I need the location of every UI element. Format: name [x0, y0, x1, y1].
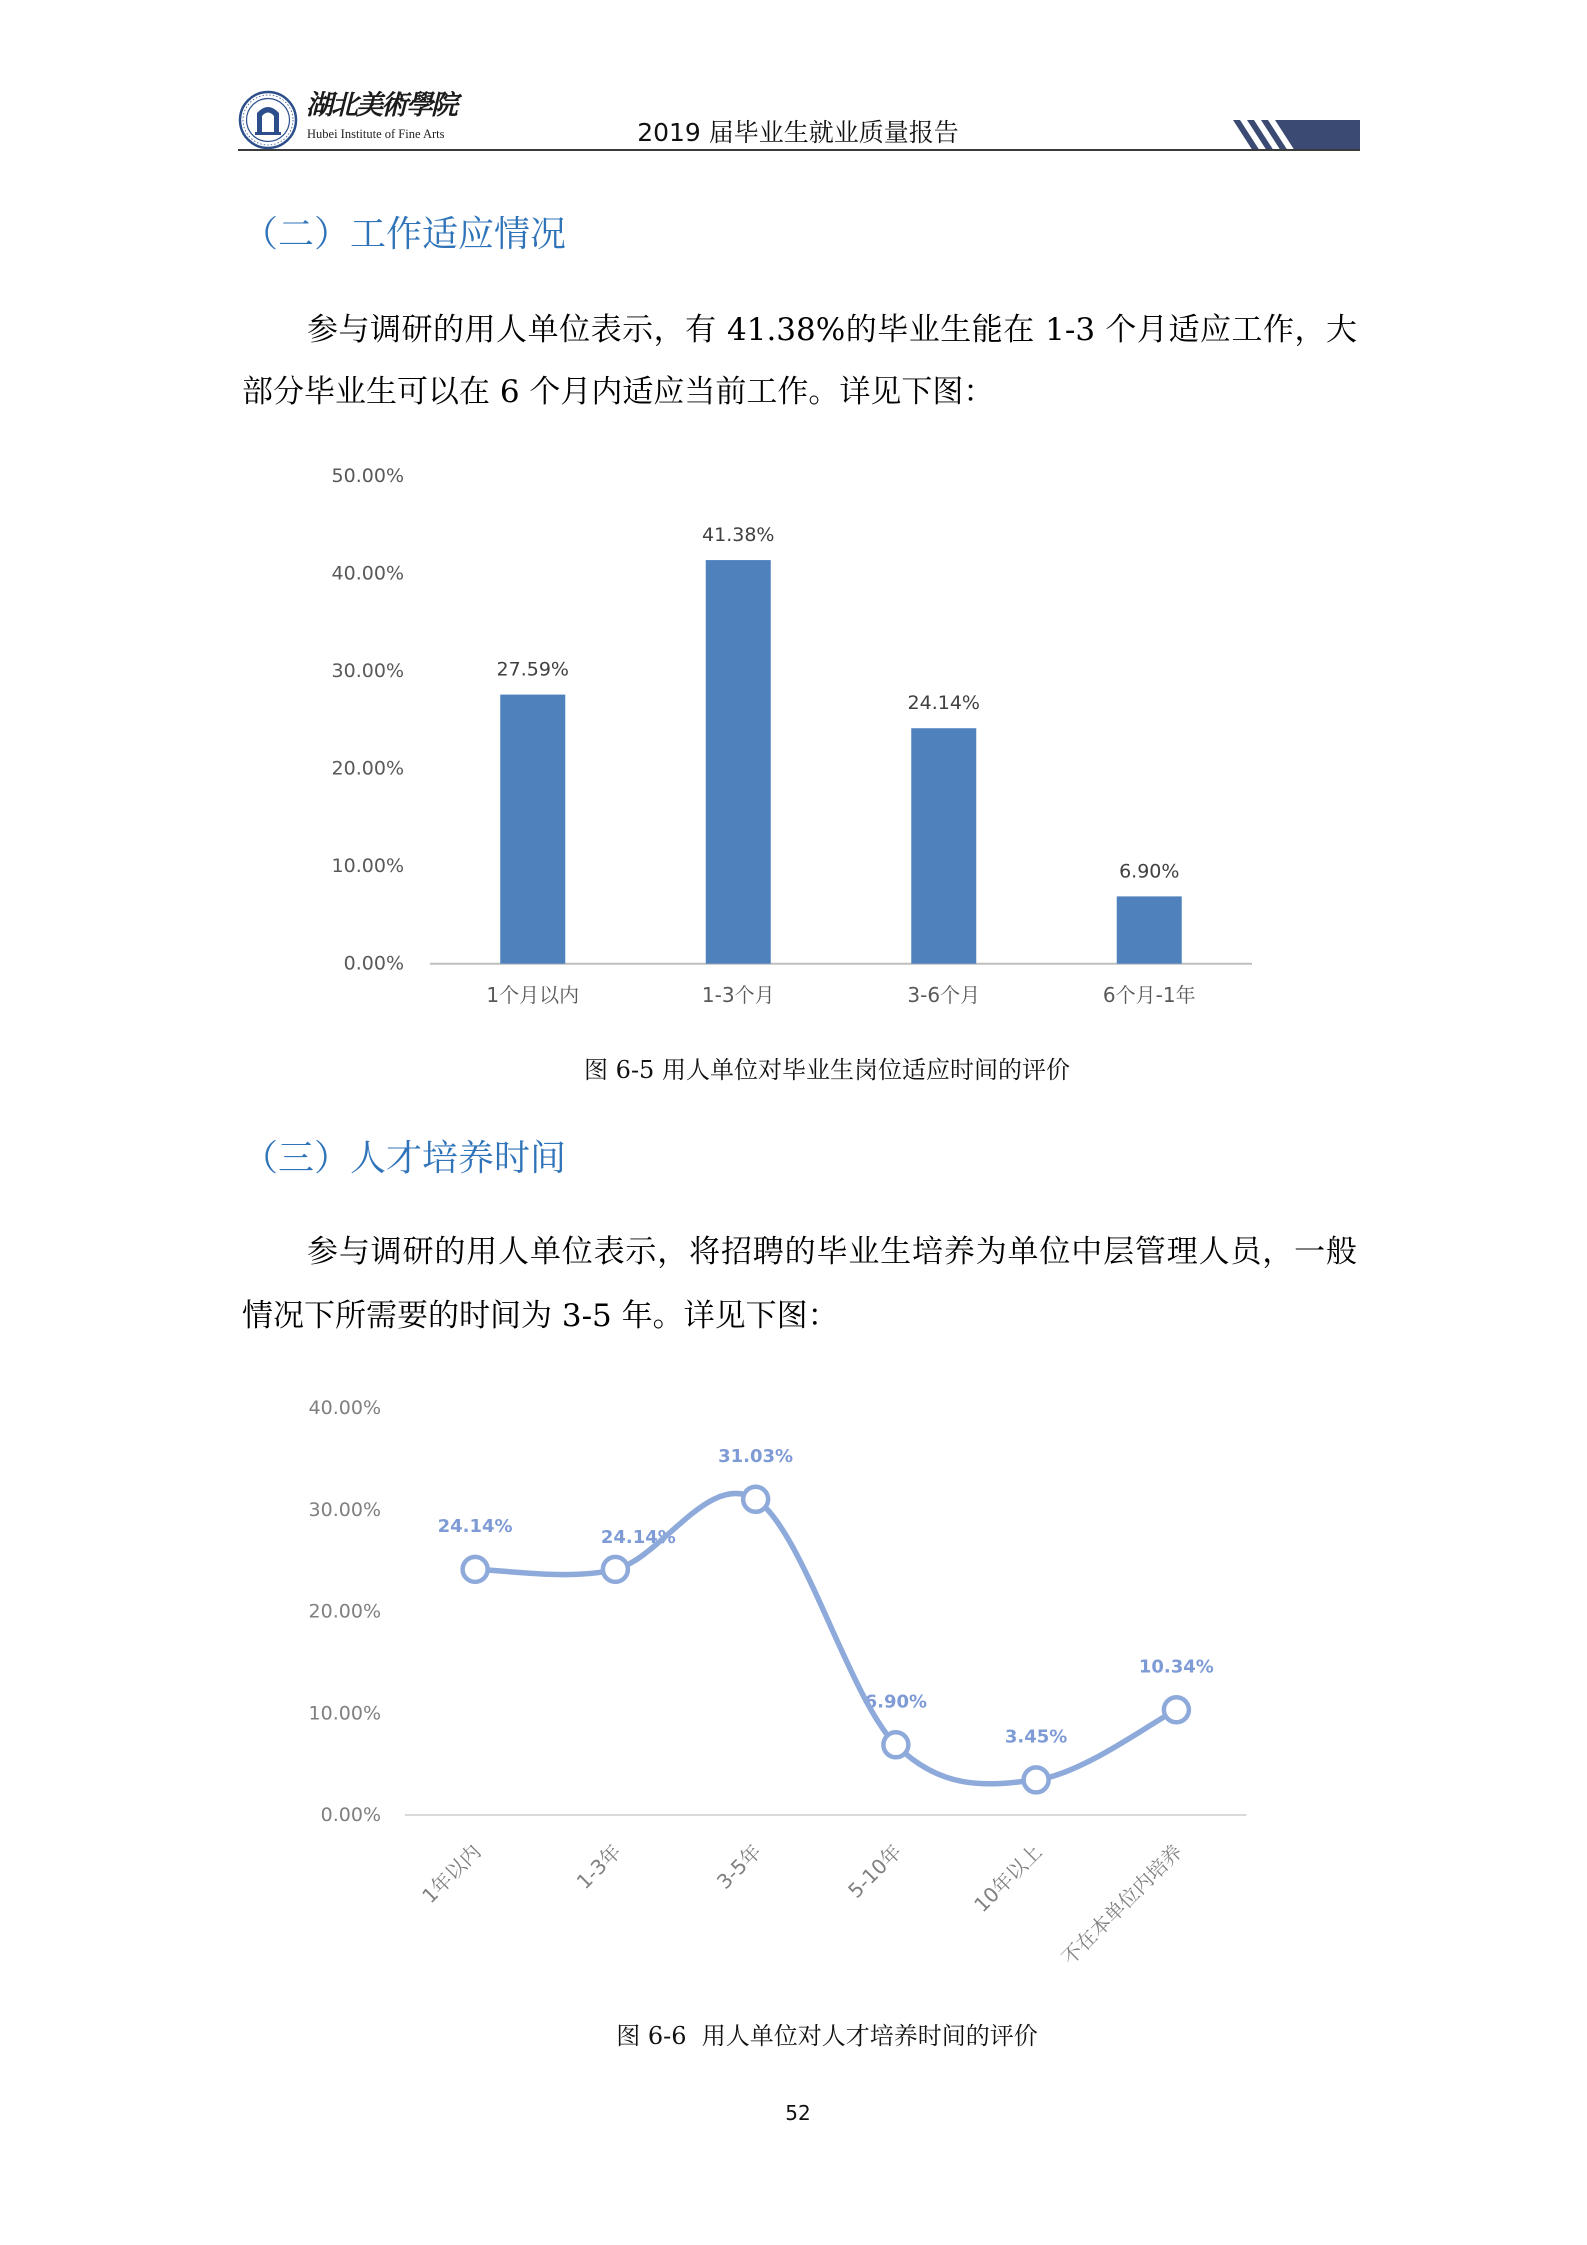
value-label-3: 24.14%	[907, 692, 980, 715]
y-tick-label-5: 40.00%	[331, 562, 404, 585]
value-label-6: 10.34%	[1138, 1656, 1214, 1678]
y-tick-label-2: 10.00%	[331, 855, 404, 878]
figure-caption: 图 6-5 用人单位对毕业生岗位适应时间的评价	[584, 1056, 1070, 1084]
adaptation-time-bar-chart	[238, 440, 1358, 1020]
y-tick-label-3: 20.00%	[308, 1600, 381, 1623]
value-label-2: 41.38%	[702, 524, 775, 547]
data-point-marker-2	[603, 1557, 628, 1582]
paragraph-line: 参与调研的用人单位表示，将招聘的毕业生培养为单位中层管理人员，一般	[307, 1234, 1357, 1270]
x-tick-label-3: 3-6个月	[907, 983, 981, 1007]
value-label-3: 31.03%	[718, 1445, 794, 1467]
x-tick-label-3: 3-5年	[711, 1839, 767, 1894]
value-label-1: 24.14%	[437, 1515, 513, 1537]
report-title: 2019 届毕业生就业质量报告	[637, 118, 959, 147]
paragraph-line: 情况下所需要的时间为 3-5 年。详见下图：	[242, 1298, 839, 1334]
figure-caption: 图 6-6 用人单位对人才培养时间的评价	[616, 2022, 1038, 2050]
bar-3	[911, 728, 976, 963]
x-tick-label-4: 5-10年	[843, 1839, 907, 1903]
series-line	[475, 1493, 1176, 1783]
y-tick-label-6: 50.00%	[331, 465, 404, 487]
institute-emblem-icon	[238, 88, 298, 152]
bar-2	[706, 560, 771, 964]
x-tick-label-1: 1年以内	[417, 1839, 486, 1908]
data-point-marker-3	[743, 1487, 768, 1512]
x-tick-label-1: 1个月以内	[486, 983, 580, 1007]
bar-4	[1117, 896, 1182, 963]
value-label-2: 24.14%	[600, 1526, 676, 1548]
y-tick-label-4: 30.00%	[331, 660, 404, 683]
y-tick-label-1: 0.00%	[343, 952, 404, 975]
x-tick-label-4: 6个月-1年	[1102, 983, 1196, 1007]
paragraph-line: 部分毕业生可以在 6 个月内适应当前工作。详见下图：	[242, 374, 995, 410]
logo-english-name: Hubei Institute of Fine Arts	[307, 127, 445, 141]
bar-1	[500, 695, 565, 964]
x-tick-label-6: 不在本单位内培养	[1056, 1839, 1187, 1970]
value-label-1: 27.59%	[496, 658, 569, 681]
data-point-marker-4	[883, 1732, 908, 1757]
data-point-marker-1	[463, 1557, 488, 1582]
value-label-4: 6.90%	[1119, 860, 1180, 883]
y-tick-label-3: 20.00%	[331, 757, 404, 780]
y-tick-label-5: 40.00%	[308, 1397, 381, 1419]
value-label-4: 6.90%	[864, 1691, 928, 1713]
section-heading-training-time: （三）人才培养时间	[242, 1138, 567, 1179]
paragraph-line: 参与调研的用人单位表示，有 41.38%的毕业生能在 1-3 个月适应工作，大	[307, 312, 1357, 348]
page-number: 52	[785, 2101, 811, 2125]
value-label-5: 3.45%	[1004, 1726, 1068, 1748]
section-heading-work-adaptation: （二）工作适应情况	[242, 214, 567, 255]
data-point-marker-5	[1024, 1767, 1049, 1792]
x-tick-label-2: 1-3年	[571, 1839, 626, 1894]
header-stripes-decoration	[1233, 120, 1360, 151]
logo-chinese-name: 湖北美術學院	[306, 90, 456, 121]
y-tick-label-4: 30.00%	[308, 1498, 381, 1521]
x-tick-label-5: 10年以上	[969, 1839, 1047, 1917]
data-point-marker-6	[1164, 1697, 1189, 1722]
x-tick-label-2: 1-3个月	[701, 983, 775, 1007]
y-tick-label-1: 0.00%	[320, 1804, 381, 1826]
y-tick-label-2: 10.00%	[308, 1702, 381, 1725]
training-time-line-chart	[238, 1370, 1358, 1990]
header-divider	[238, 149, 1360, 151]
